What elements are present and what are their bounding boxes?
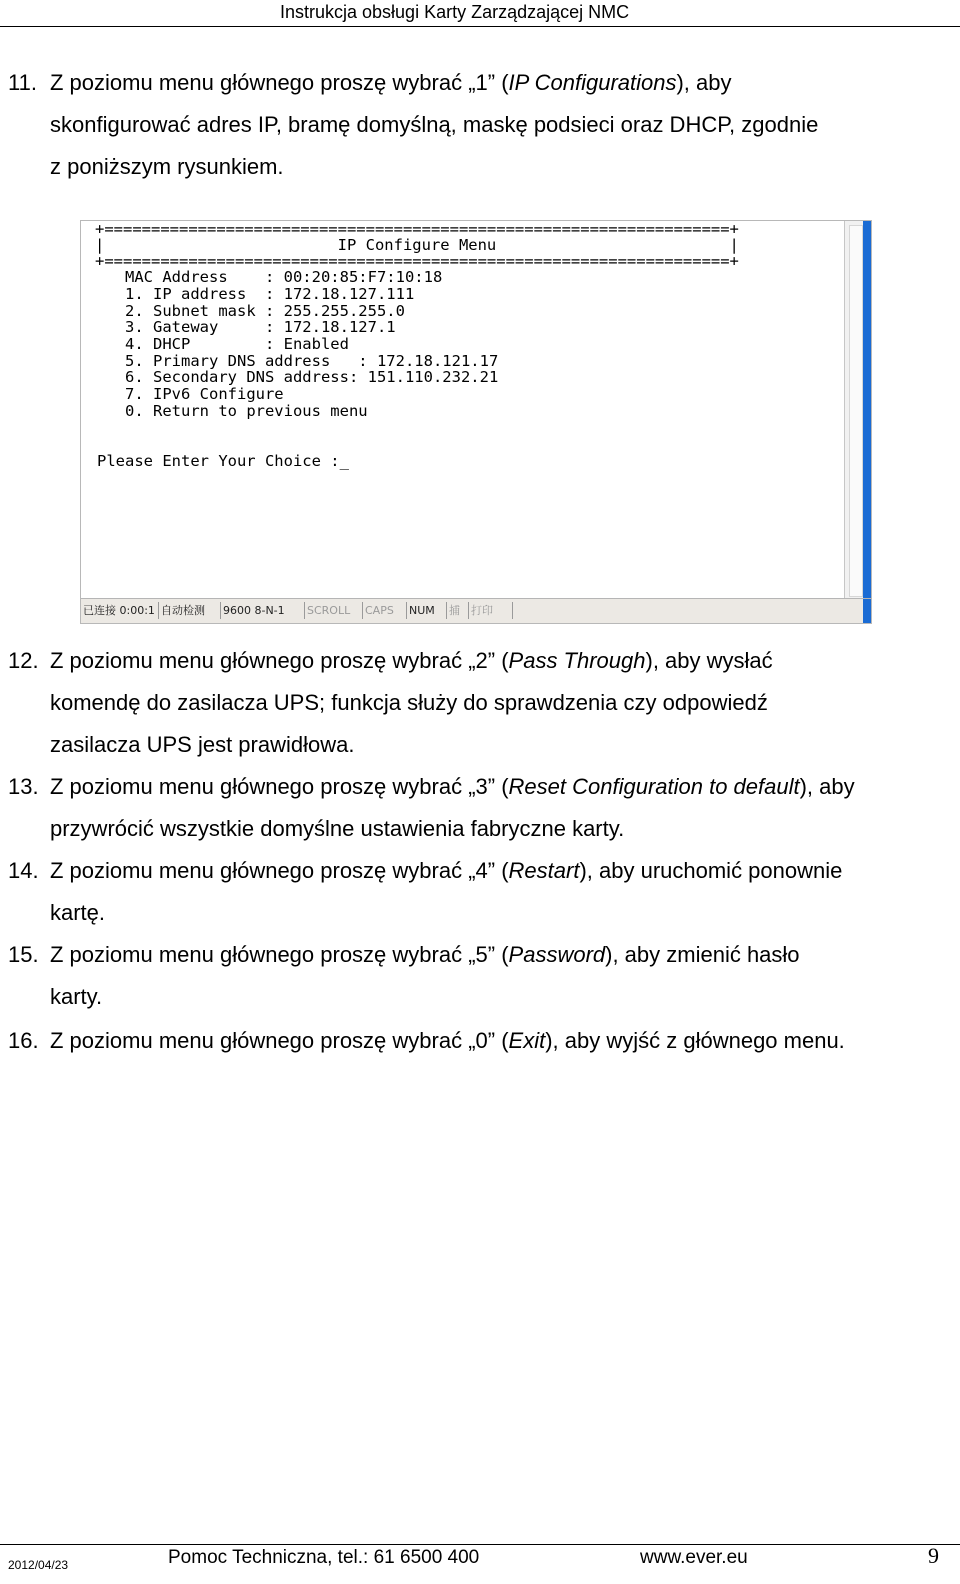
item-number: 13. bbox=[8, 774, 39, 799]
footer-website: www.ever.eu bbox=[640, 1547, 748, 1568]
item-number: 11. bbox=[8, 70, 37, 95]
item-text: ), aby bbox=[799, 774, 855, 799]
status-caps: CAPS bbox=[363, 602, 407, 619]
item-option-name: Reset Configuration to default bbox=[508, 774, 800, 799]
terminal-menu-item: 0. Return to previous menu bbox=[125, 402, 368, 420]
item-option-name: Restart bbox=[508, 858, 580, 883]
terminal-rule: +===================================================================+ bbox=[95, 220, 739, 238]
terminal-status-bar bbox=[81, 598, 871, 623]
item-number: 15. bbox=[8, 942, 39, 967]
list-item bbox=[8, 934, 952, 1018]
terminal-menu-item: 7. IPv6 Configure bbox=[125, 385, 284, 403]
terminal-mac-line: MAC Address : 00:20:85:F7:10:18 bbox=[125, 268, 443, 286]
item-text: kartę. bbox=[50, 900, 106, 925]
list-item bbox=[8, 1020, 952, 1062]
page-number: 9 bbox=[928, 1543, 939, 1568]
terminal-screenshot bbox=[80, 220, 872, 624]
terminal-menu-item: 3. Gateway : 172.18.127.1 bbox=[125, 318, 396, 336]
item-number: 16. bbox=[8, 1028, 39, 1053]
list-item bbox=[8, 850, 952, 934]
item-text: ), aby wysłać bbox=[645, 648, 773, 673]
footer-divider bbox=[0, 1544, 960, 1545]
item-text: skonfigurować adres IP, bramę domyślną, maskę podsieci oraz DHCP, zgodnie bbox=[50, 112, 819, 137]
item-number: 12. bbox=[8, 648, 39, 673]
item-text: Z poziomu menu głównego proszę wybrać „4” ( bbox=[50, 858, 509, 883]
item-option-name: IP Configurations bbox=[508, 70, 677, 95]
status-print: 打印 bbox=[469, 602, 513, 619]
item-number: 14. bbox=[8, 858, 39, 883]
footer-date: 2012/04/23 bbox=[8, 1558, 69, 1572]
terminal-title: | IP Configure Menu | bbox=[95, 236, 739, 254]
item-text: przywrócić wszystkie domyślne ustawienia fabryczne karty. bbox=[50, 816, 625, 841]
item-text: Z poziomu menu głównego proszę wybrać „1” ( bbox=[50, 70, 509, 95]
terminal-screen bbox=[81, 221, 845, 599]
item-option-name: Exit bbox=[508, 1028, 546, 1053]
window-edge bbox=[863, 221, 871, 599]
status-capture: 捕 bbox=[447, 602, 469, 619]
status-scroll: SCROLL bbox=[305, 602, 363, 619]
item-text: Z poziomu menu głównego proszę wybrać „5” ( bbox=[50, 942, 509, 967]
window-edge bbox=[863, 599, 871, 623]
item-option-name: Password bbox=[508, 942, 606, 967]
scrollbar-track bbox=[849, 225, 863, 597]
item-text: z poniższym rysunkiem. bbox=[50, 154, 284, 179]
status-baud: 9600 8-N-1 bbox=[221, 602, 305, 619]
footer-contact: Pomoc Techniczna, tel.: 61 6500 400 bbox=[168, 1547, 480, 1568]
page-header bbox=[0, 0, 960, 27]
item-text: Z poziomu menu głównego proszę wybrać „3” ( bbox=[50, 774, 509, 799]
header-title: Instrukcja obsługi Karty Zarządzającej NMC bbox=[280, 2, 630, 22]
terminal-menu-item: 1. IP address : 172.18.127.111 bbox=[125, 285, 415, 303]
item-text: Z poziomu menu głównego proszę wybrać „2” ( bbox=[50, 648, 509, 673]
list-item bbox=[8, 766, 952, 850]
terminal-menu-item: 2. Subnet mask : 255.255.255.0 bbox=[125, 302, 405, 320]
status-connection: 已连接 0:00:1 bbox=[81, 602, 159, 619]
item-text: ), aby zmienić hasło bbox=[605, 942, 800, 967]
terminal-menu-item: 6. Secondary DNS address: 151.110.232.21 bbox=[125, 368, 499, 386]
list-item bbox=[8, 62, 952, 188]
status-detect: 自动检测 bbox=[159, 602, 221, 619]
item-text: karty. bbox=[50, 984, 103, 1009]
list-item bbox=[8, 640, 952, 766]
item-text: Z poziomu menu głównego proszę wybrać „0” ( bbox=[50, 1028, 509, 1053]
item-text: ), aby uruchomić ponownie bbox=[579, 858, 843, 883]
terminal-menu-item: 4. DHCP : Enabled bbox=[125, 335, 349, 353]
terminal-prompt: Please Enter Your Choice :_ bbox=[97, 452, 349, 470]
status-num: NUM bbox=[407, 602, 447, 619]
terminal-rule: +===================================================================+ bbox=[95, 252, 739, 270]
item-option-name: Pass Through bbox=[508, 648, 646, 673]
terminal-scrollbar bbox=[844, 221, 871, 599]
terminal-menu-item: 5. Primary DNS address : 172.18.121.17 bbox=[125, 352, 499, 370]
item-text: komendę do zasilacza UPS; funkcja służy do sprawdzenia czy odpowiedź bbox=[50, 690, 768, 715]
item-text: ), aby bbox=[676, 70, 732, 95]
item-text: zasilacza UPS jest prawidłowa. bbox=[50, 732, 355, 757]
item-text: ), aby wyjść z głównego menu. bbox=[545, 1028, 845, 1053]
